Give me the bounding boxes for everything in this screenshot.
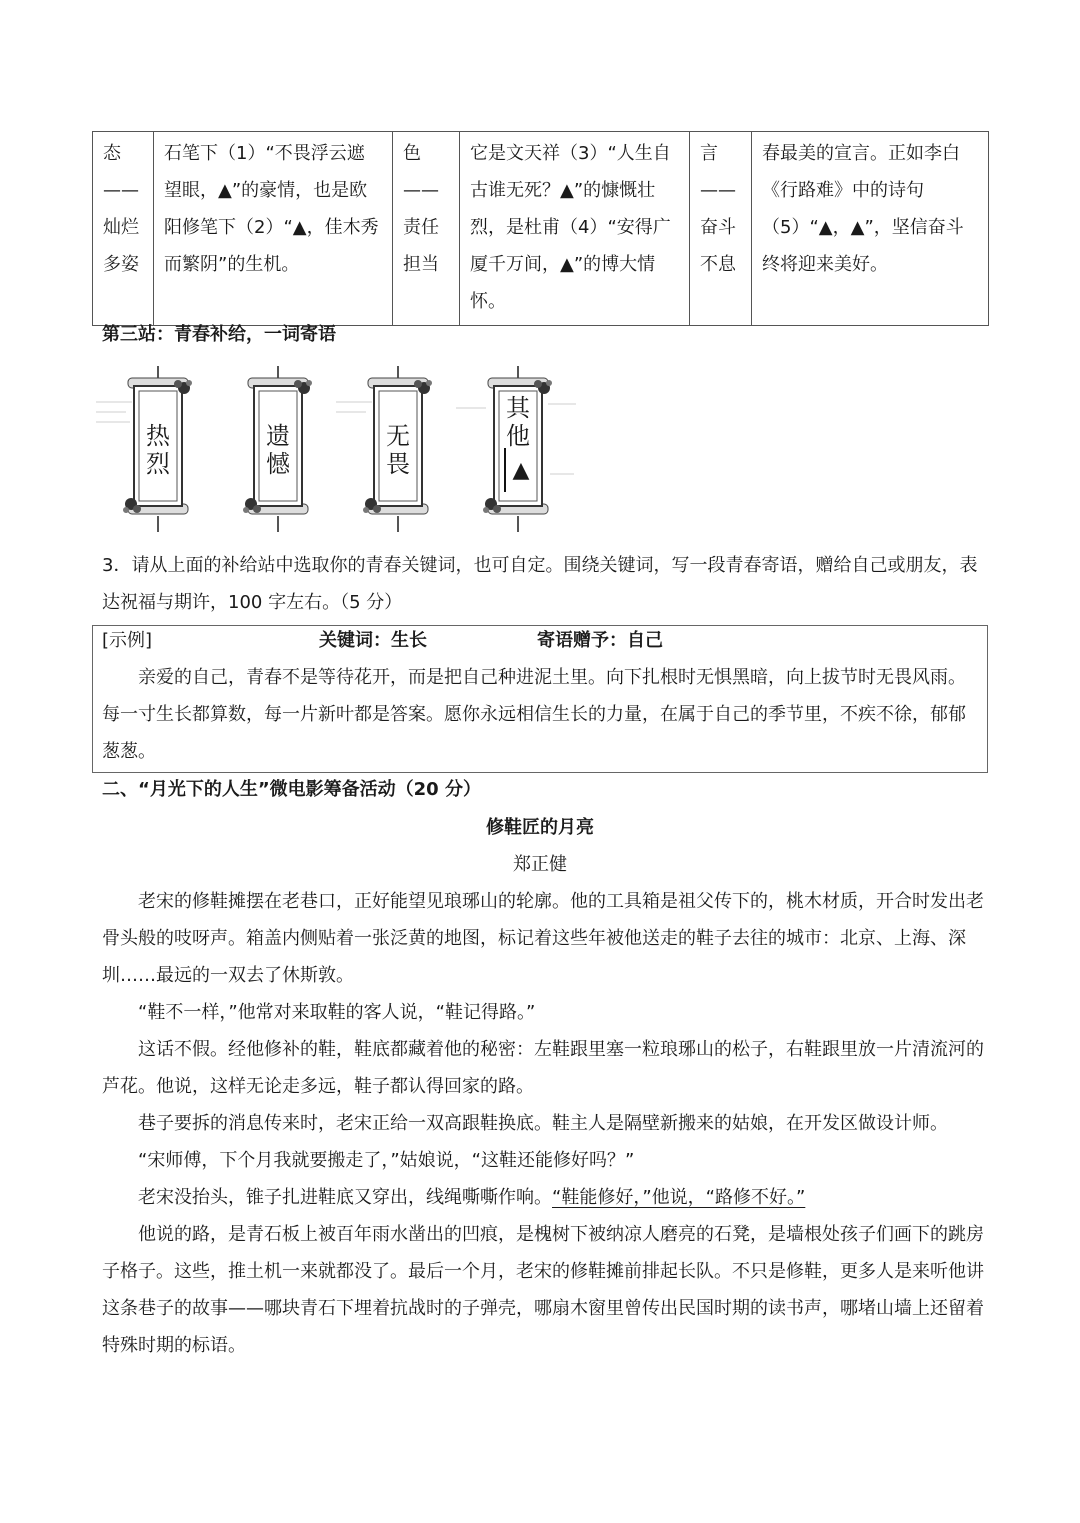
article-paragraph-3: 这话不假。经他修补的鞋，鞋底都藏着他的秘密：左鞋跟里塞一粒琅琊山的松子，右鞋跟里放一片清流河的芦花。他说，这样无论走多远，鞋子都认得回家的路。 [102,1039,984,1097]
article-paragraph-1: 老宋的修鞋摊摆在老巷口，正好能望见琅琊山的轮廓。他的工具箱是祖父传下的，桃木材质，开合时发出老骨头般的吱呀声。箱盖内侧贴着一张泛黄的地图，标记着这些年被他送走的鞋子去往的城市：北京、上海、深圳……最远的一双去了休斯敦。 [102,891,984,986]
station3-title: 第三站：青春补给，一词寄语 [102,324,336,345]
scroll-text-1: 热烈 [146,422,170,478]
part2-title: 二、“月光下的人生”微电影筹备活动（20 分） [102,779,481,800]
scroll-keyword-4 [456,364,576,534]
example-box [92,625,988,773]
article-paragraph-2: “鞋不一样，”他常对来取鞋的客人说，“鞋记得路。” [138,1002,536,1023]
scroll-text-4: 其他 [506,394,530,450]
table-cell-head-2: 色——责任担当 [393,132,460,326]
article-paragraph-6 [102,1179,988,1216]
article-author: 郑正健 [513,854,567,875]
scroll-keyword-3 [336,364,456,534]
keyword-scrolls [96,364,616,534]
table-cell-body-3: 春最美的宣言。正如李白《行路难》中的诗句（5）“▲，▲”，坚信奋斗终将迎来美好。 [752,132,989,326]
article-paragraph-4: 巷子要拆的消息传来时，老宋正给一双高跟鞋换底。鞋主人是隔壁新搬来的姑娘，在开发区做设计师。 [138,1113,948,1134]
example-keyword: 关键词：生长 [319,630,427,651]
table-cell-head-1: 态——灿烂多姿 [93,132,154,326]
article-paragraph-7: 他说的路，是青石板上被百年雨水凿出的凹痕，是槐树下被纳凉人磨亮的石凳，是墙根处孩子们画下的跳房子格子。这些，推土机一来就都没了。最后一个月，老宋的修鞋摊前排起长队。不只是修鞋，更多人是来听他讲这条巷子的故事——哪块青石下埋着抗战时的子弹壳，哪扇木窗里曾传出民国时期的读书声，哪堵山墙上还留着特殊时期的标语。 [102,1224,984,1356]
article-paragraph-5: “宋师傅，下个月我就要搬走了，”姑娘说，“这鞋还能修好吗？” [138,1150,635,1171]
scroll-keyword-1 [96,364,216,534]
underlined-quote: “鞋能修好，”他说，“路修不好。” [552,1187,806,1208]
scroll-text-2: 遗憾 [266,422,290,478]
table-cell-head-3: 言——奋斗不息 [690,132,752,326]
example-body: 亲爱的自己，青春不是等待花开，而是把自己种进泥土里。向下扎根时无惧黑暗，向上拔节时无畏风雨。每一寸生长都算数，每一片新叶都是答案。愿你永远相信生长的力量，在属于自己的季节里，不疾不徐，郁郁葱葱。 [102,667,966,762]
question-3: 3．请从上面的补给站中选取你的青春关键词，也可自定。围绕关键词，写一段青春寄语，赠给自己或朋友，表达祝福与期许，100 字左右。（5 分） [102,555,978,613]
scroll-text-3: 无畏 [386,422,410,478]
table-cell-body-2: 它是文天祥（3）“人生自古谁无死？▲”的慷慨壮烈，是杜甫（4）“安得广厦千万间，▲”的博大情怀。 [460,132,690,326]
example-tag: [示例] [102,630,153,651]
article-title: 修鞋匠的月亮 [486,817,594,838]
scroll-keyword-2 [216,364,336,534]
example-recipient: 寄语赠予：自己 [537,630,663,651]
blank-triangle-icon: ▲ [512,458,530,483]
table-cell-body-1: 石笔下（1）“不畏浮云遮望眼，▲”的豪情，也是欧阳修笔下（2）“▲，佳木秀而繁阴”的生机。 [154,132,393,326]
verse-table [92,131,989,326]
article-paragraph-6-text: 老宋没抬头，锥子扎进鞋底又穿出，线绳嘶嘶作响。 [138,1187,552,1208]
